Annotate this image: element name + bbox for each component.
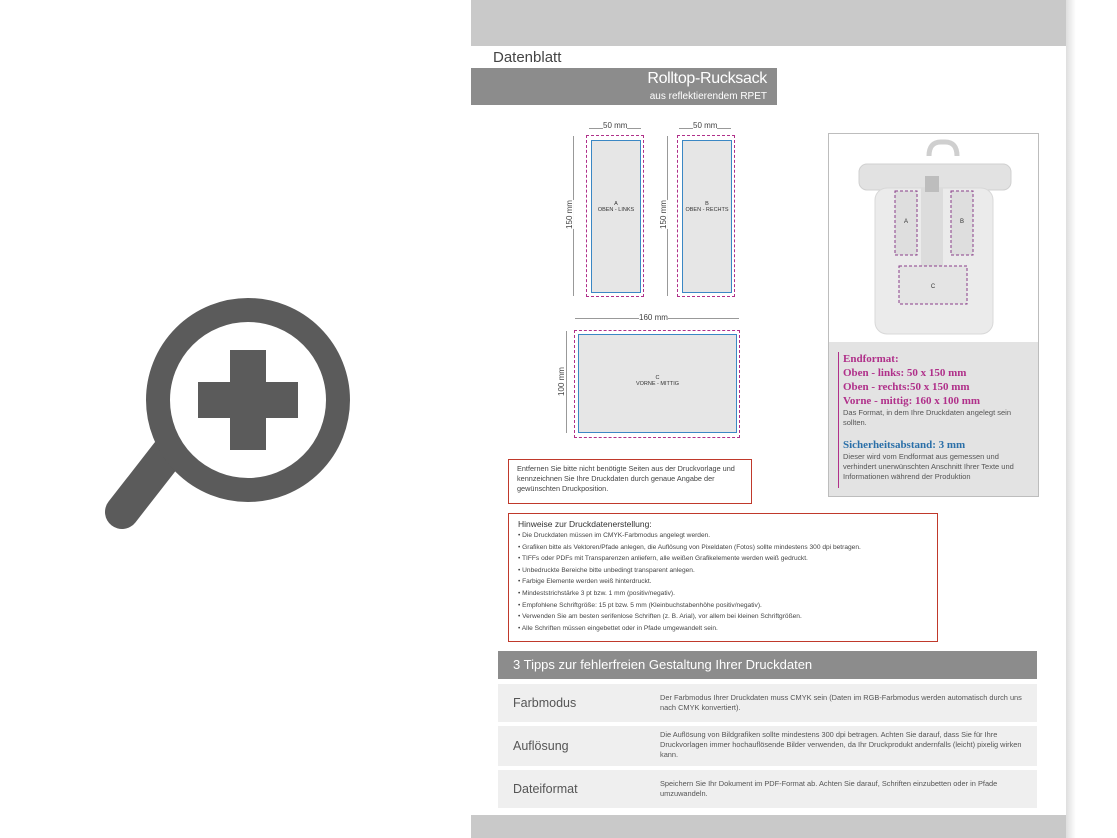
area-b-width: 50 mm [693,121,718,130]
tip-text: Speichern Sie Ihr Dokument im PDF-Format ab. Achten Sie darauf, Schriften einzubetten oder in Pfade umzuwandeln. [660,779,998,798]
area-b-height: 150 mm [658,200,668,229]
hint-item: • Empfohlene Schriftgröße: 15 pt bzw. 5 mm (Kleinbuchstabenhöhe positiv/negativ). [518,601,762,609]
page-removal-text: Entfernen Sie bitte nicht benötigte Seiten aus der Druckvorlage und kennzeichnen Sie Ihre Druckdaten durch genaue Angabe der gewünschten Druckposition. [517,464,735,493]
endformat-line-2: Oben - rechts:50 x 150 mm [843,381,970,393]
area-b-letter: B [705,201,709,207]
area-c-name: VORNE - MITTIG [635,381,680,387]
area-a-height: 150 mm [564,200,574,229]
tips-heading: 3 Tipps zur fehlerfreien Gestaltung Ihrer Druckdaten [513,657,813,672]
title-bar [471,68,777,105]
tip-row-dateiformat [498,770,1037,808]
hint-item: • Mindeststrichstärke 3 pt bzw. 1 mm (positiv/negativ). [518,589,675,597]
tip-row-farbmodus [498,684,1037,722]
backpack-illustration [829,134,1038,342]
hint-item: • Die Druckdaten müssen im CMYK-Farbmodus angelegt werden. [518,532,711,539]
tip-name: Farbmodus [513,696,577,710]
page-removal-note [508,459,752,504]
backpack-panel [828,133,1039,497]
hint-item: • Grafiken bitte als Vektoren/Pfade anlegen, die Auflösung von Pixeldaten (Fotos) sollte mindestens 300 dpi betragen. [518,543,861,551]
zoom-in-icon[interactable] [100,290,360,550]
endformat-note: Das Format, in dem Ihre Druckdaten angelegt sein sollten. [843,408,1011,427]
bag-mark-c: C [930,284,936,290]
tip-row-aufloesung [498,726,1037,766]
area-c-width: 160 mm [639,313,668,322]
hint-item: • TIFFs oder PDFs mit Transparenzen anliefern, alle weißen Grafikelemente werden weiß gedruckt. [518,555,808,563]
endformat-line-3: Vorne - mittig: 160 x 100 mm [843,395,981,407]
hint-item: • Unbedruckte Bereiche bitte unbedingt transparent anlegen. [518,566,695,574]
product-subtitle: aus reflektierendem RPET [649,91,767,102]
hint-item: • Verwenden Sie am besten serifenlose Schriften (z. B. Arial), vor allem bei kleinen Schriftgrößen. [518,613,802,621]
print-data-hints [508,513,938,642]
endformat-line-1: Oben - links: 50 x 150 mm [843,367,967,379]
tip-name: Dateiformat [513,782,578,796]
top-band [471,0,1066,46]
safety-heading: Sicherheitsabstand: 3 mm [843,439,966,451]
tip-name: Auflösung [513,739,569,753]
area-c-letter: C [655,375,660,381]
area-b-name: OBEN - RECHTS [685,207,729,213]
area-c-height: 100 mm [556,367,566,396]
area-a-name: OBEN - LINKS [597,207,635,213]
tips-heading-bar [498,651,1037,679]
bottom-band [471,815,1066,838]
tip-text: Der Farbmodus Ihrer Druckdaten muss CMYK sein (Daten im RGB-Farbmodus werden automatisch durch uns nach CMYK konvertiert). [660,693,1022,712]
area-a-width: 50 mm [603,121,628,130]
hints-list [509,530,937,634]
product-title: Rolltop-Rucksack [647,70,767,87]
datasheet-tab [471,46,591,68]
tab-label: Datenblatt [493,49,562,66]
hint-item: • Alle Schriften müssen eingebettet oder in Pfade umgewandelt sein. [518,624,718,632]
safety-note: Dieser wird vom Endformat aus gemessen und verhindert unerwünschten Anschnitt Ihrer Texte und Informationen während der Produktion [843,452,1014,481]
bag-mark-a: A [903,219,909,225]
tip-text: Die Auflösung von Bildgrafiken sollte mindestens 300 dpi betragen. Achten Sie darauf, dass Sie für Ihre Druckvorlagen immer hochauflösende Bilder verwenden, da Ihr Druckprodukt andernfalls (leicht) pixelig wirken kann. [660,730,1022,759]
endformat-info [829,342,1038,496]
hint-item: • Farbige Elemente werden weiß hinterdruckt. [518,578,652,586]
hints-heading: Hinweise zur Druckdatenerstellung: [518,519,652,529]
bag-mark-b: B [959,219,965,225]
datasheet-page[interactable] [471,0,1066,838]
endformat-heading: Endformat: [843,353,899,365]
area-a-letter: A [614,201,618,207]
